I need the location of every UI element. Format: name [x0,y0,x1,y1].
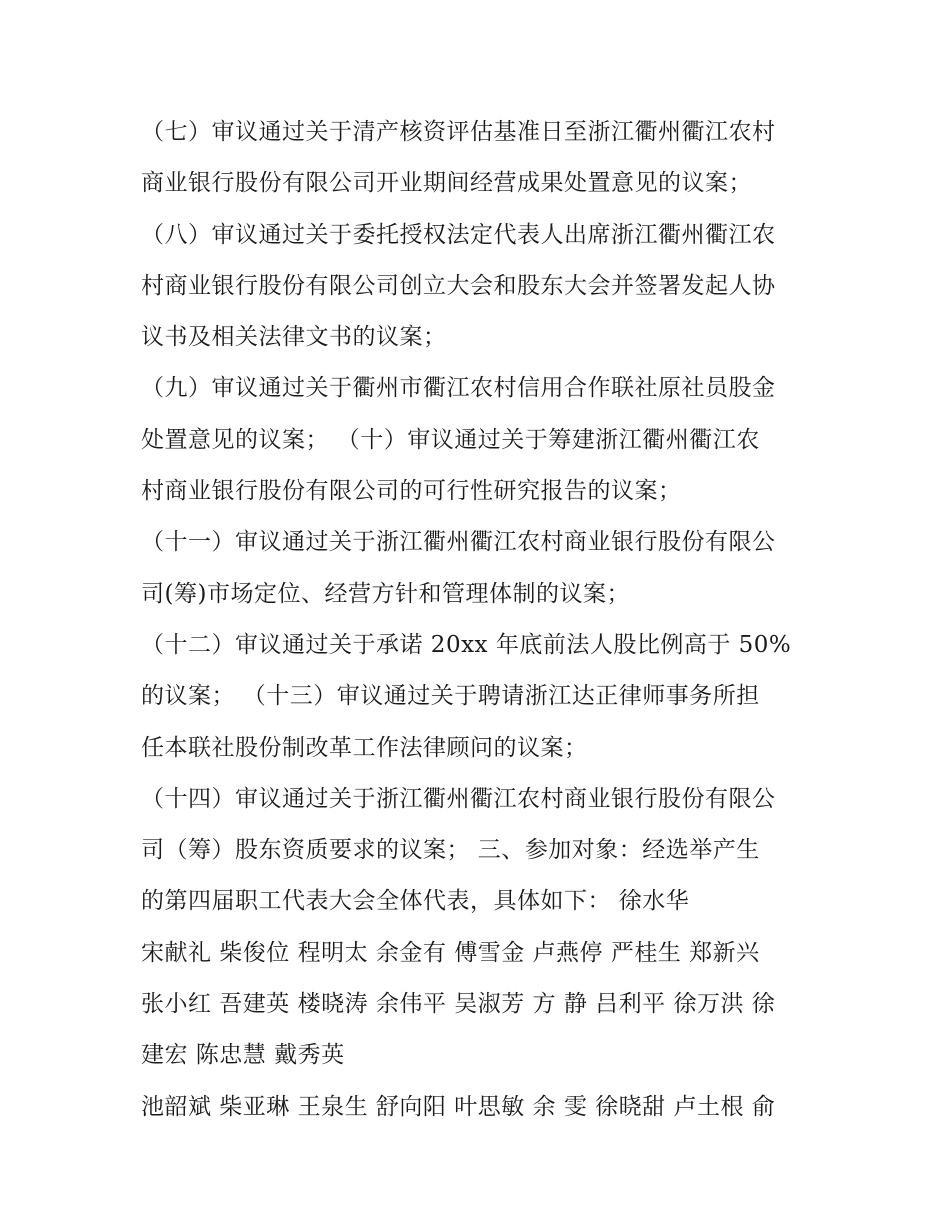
text-line: （十二）审议通过关于承诺 20xx 年底前法人股比例高于 50% [141,631,792,658]
name-list-line: 建宏 陈忠慧 戴秀英 [141,1042,345,1069]
name-list-line: 张小红 吾建英 楼晓涛 余伟平 吴淑芳 方 静 吕利平 徐万洪 徐 [141,991,776,1018]
text-line: 议书及相关法律文书的议案； [141,324,447,351]
text-line: （十一）审议通过关于浙江衢州衢江农村商业银行股份有限公 [141,529,776,556]
text-line: 的第四届职工代表大会全体代表，具体如下： 徐水华 [141,888,690,915]
name-list-line: 宋献礼 柴俊位 程明太 余金有 傅雪金 卢燕停 严桂生 郑新兴 [141,939,760,966]
text-line: 的议案； （十三）审议通过关于聘请浙江达正律师事务所担 [141,683,760,710]
text-line: （十四）审议通过关于浙江衢州衢江农村商业银行股份有限公 [141,785,776,812]
text-line: 村商业银行股份有限公司创立大会和股东大会并签署发起人协 [141,272,776,299]
text-line: 商业银行股份有限公司开业期间经营成果处置意见的议案； [141,170,752,197]
text-line: 司(筹)市场定位、经营方针和管理体制的议案； [141,580,630,607]
text-line: 任本联社股份制改革工作法律顾问的议案； [141,734,588,761]
name-list-line: 池韶斌 柴亚琳 王泉生 舒向阳 叶思敏 余 雯 徐晓甜 卢土根 俞 [141,1093,776,1120]
document-body [141,107,821,1133]
text-line: 处置意见的议案； （十）审议通过关于筹建浙江衢州衢江农 [141,426,760,453]
text-line: （八）审议通过关于委托授权法定代表人出席浙江衢州衢江农 [141,221,776,248]
text-line: 村商业银行股份有限公司的可行性研究报告的议案； [141,478,682,505]
text-line: （七）审议通过关于清产核资评估基准日至浙江衢州衢江农村 [141,119,776,145]
text-line: 司（筹）股东资质要求的议案； 三、参加对象：经选举产生 [141,837,760,864]
text-line: （九）审议通过关于衢州市衢江农村信用合作联社原社员股金 [141,375,776,402]
